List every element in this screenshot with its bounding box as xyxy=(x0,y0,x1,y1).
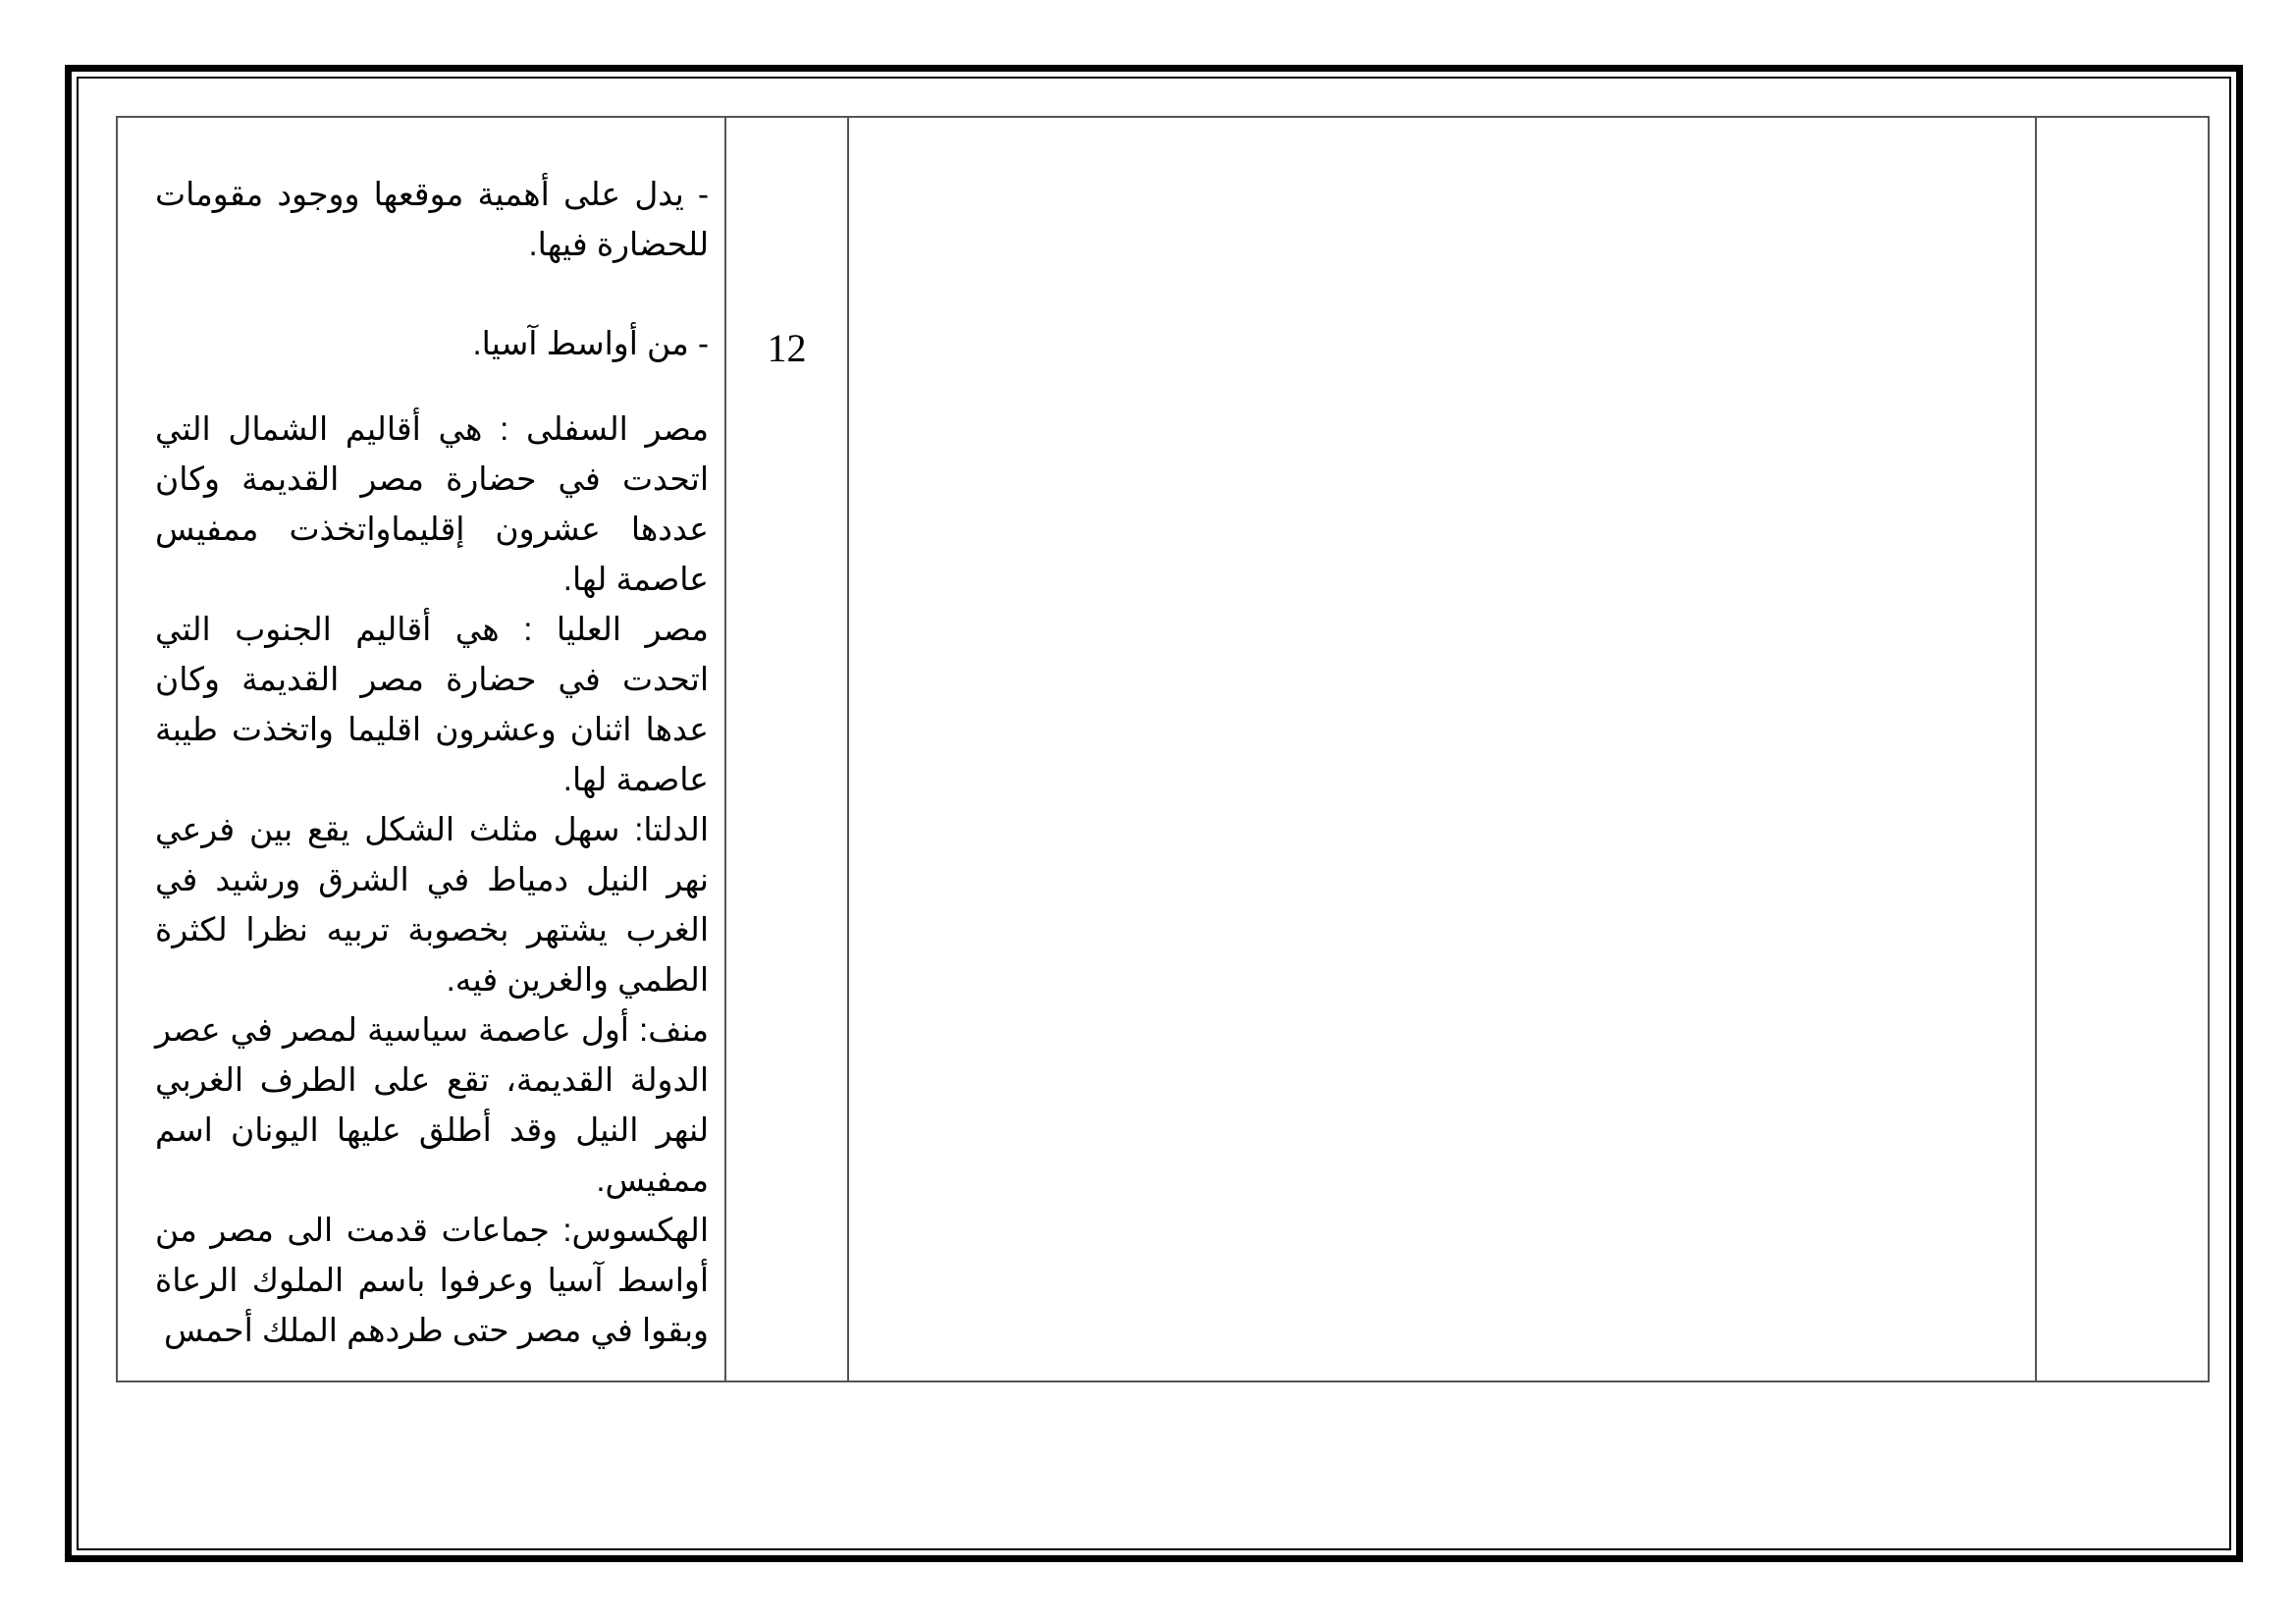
paragraph-upper-egypt: مصر العليا : هي أقاليم الجنوب التي اتحدت في حضارة مصر القديمة وكان عدها اثنان وعشرون اقليما واتخذت طيبة عاصمة لها. xyxy=(155,611,709,797)
answer-text-cell xyxy=(117,117,725,1381)
paragraph-importance: - يدل على أهمية موقعها ووجود مقومات للحضارة فيها. xyxy=(155,176,709,262)
content-table xyxy=(116,116,2210,1382)
paragraph-hyksos: الهكسوس: جماعات قدمت الى مصر من أواسط آسيا وعرفوا باسم الملوك الرعاة وبقوا في مصر حتى طردهم الملك أحمس xyxy=(155,1212,709,1348)
paragraph-spacer xyxy=(155,368,709,404)
paragraph-lower-egypt: مصر السفلى : هي أقاليم الشمال التي اتحدت في حضارة مصر القديمة وكان عددها عشرون إقليماواتخذت ممفيس عاصمة لها. xyxy=(155,410,709,597)
paragraph-spacer xyxy=(155,269,709,318)
row-number: 12 xyxy=(767,326,807,370)
empty-side-cell xyxy=(2036,117,2209,1381)
empty-content-cell xyxy=(848,117,2036,1381)
row-number-cell xyxy=(725,117,848,1381)
paragraph-central-asia: - من أواسط آسيا. xyxy=(472,325,709,361)
paragraph-delta: الدلتا: سهل مثلث الشكل يقع بين فرعي نهر النيل دمياط في الشرق ورشيد في الغرب يشتهر بخصوبة تربيه نظرا لكثرة الطمي والغرين فيه. xyxy=(155,811,709,998)
paragraph-memphis: منف: أول عاصمة سياسية لمصر في عصر الدولة القديمة، تقع على الطرف الغربي لنهر النيل وقد أطلق عليها اليونان اسم ممفيس. xyxy=(155,1011,709,1198)
table-row xyxy=(117,117,2209,1381)
